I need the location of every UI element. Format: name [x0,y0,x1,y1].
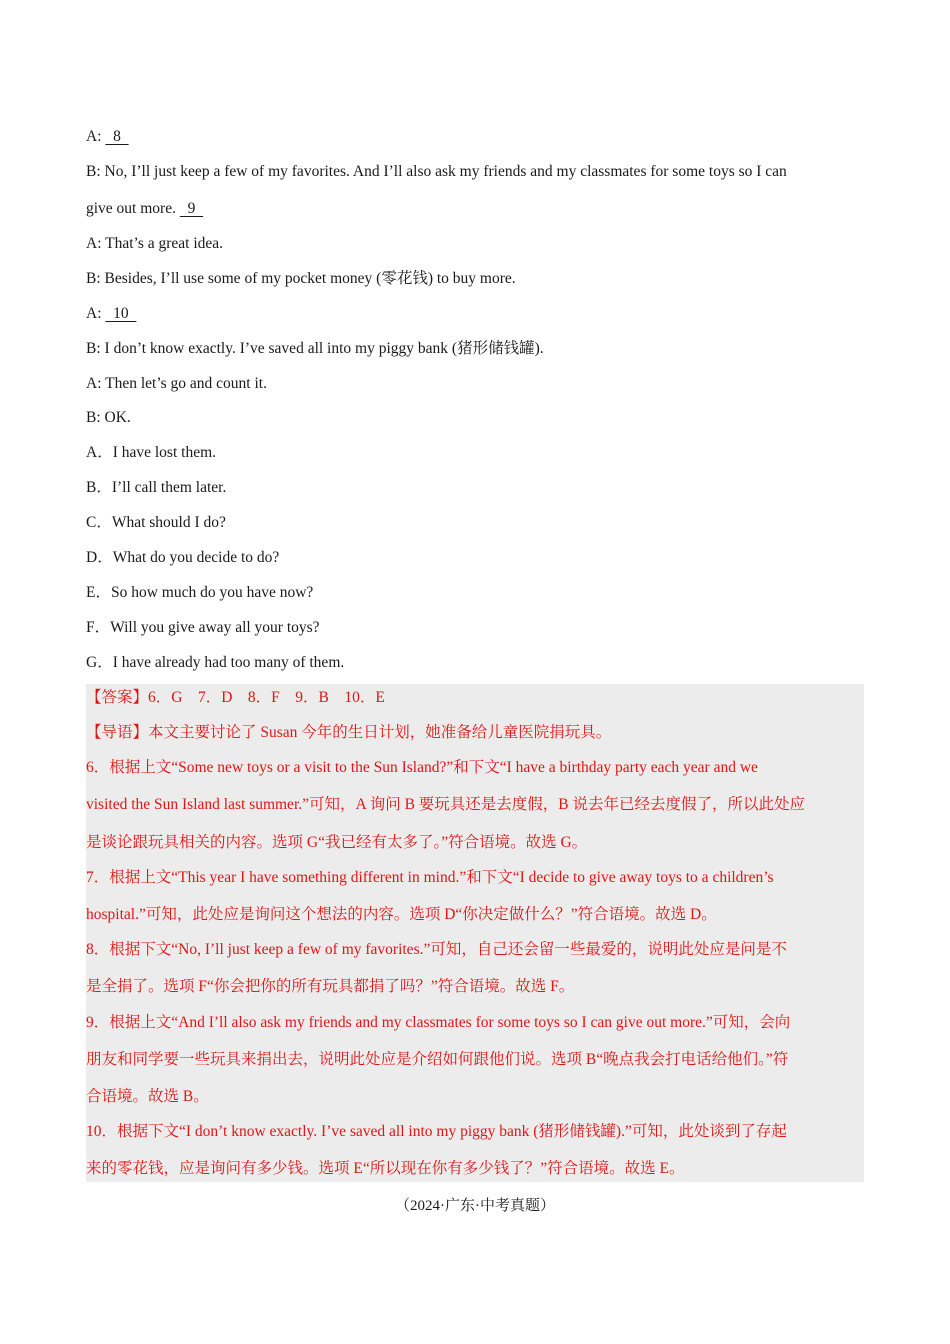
dialogue-text: I don’t know exactly. I’ve saved all into my piggy bank (猪形储钱罐). [104,340,544,357]
explanation-9-line-3: 合语境。故选 B。 [86,1088,209,1105]
explanation-9-line-2: 朋友和同学要一些玩具来捐出去，说明此处应是介绍如何跟他们说。选项 B“晚点我会打电话给他们。”符 [86,1051,789,1068]
dialogue-text: That’s a great idea. [105,235,224,252]
dialogue-text: Then let’s go and count it. [105,375,267,392]
dialogue-line-4 [86,269,516,289]
dialogue-line-1 [86,127,129,147]
dialogue-text: Besides, I’ll use some of my pocket money (零花钱) to buy more. [104,270,516,287]
speaker-label: B: [86,340,105,357]
dialogue-line-2-cont [86,199,203,219]
source-footer: （2024·广东·中考真题） [395,1198,555,1214]
blank-8: 8 [105,128,129,145]
answer-line: 【答案】6．G 7．D 8．F 9．B 10．E [86,689,385,706]
explanation-10-line-1: 10．根据下文“I don’t know exactly. I’ve saved all into my piggy bank (猪形储钱罐).”可知，此处谈到了存起 [86,1123,787,1140]
speaker-label: A: [86,235,106,252]
dialogue-text: give out more. [86,200,180,217]
dialogue-line-3 [86,234,223,254]
speaker-label: A: [86,375,106,392]
option-b: B．I’ll call them later. [86,479,227,496]
dialogue-line-8 [86,408,131,428]
dialogue-line-6 [86,339,544,359]
speaker-label: B: [86,163,105,180]
explanation-6-line-1: 6．根据上文“Some new toys or a visit to the Sun Island?”和下文“I have a birthday party each year and we [86,759,758,776]
explanation-7-line-1: 7．根据上文“This year I have something different in mind.”和下文“I decide to give away toys to a children’s [86,869,774,886]
blank-9: 9 [179,200,204,217]
speaker-label: B: [86,409,105,426]
speaker-label: B: [86,270,105,287]
option-e: E．So how much do you have now? [86,584,314,601]
option-a: A．I have lost them. [86,444,217,461]
explanation-10-line-2: 来的零花钱，应是询问有多少钱。选项 E“所以现在你有多少钱了？”符合语境。故选 E。 [86,1160,685,1177]
explanation-9-line-1: 9．根据上文“And I’ll also ask my friends and my classmates for some toys so I can give out more.”可知，会向 [86,1014,791,1031]
explanation-8-line-1: 8．根据下文“No, I’ll just keep a few of my favorites.”可知，自己还会留一些最爱的，说明此处应是问是不 [86,941,787,958]
explanation-8-line-2: 是全捐了。选项 F“你会把你的所有玩具都捐了吗？”符合语境。故选 F。 [86,978,575,995]
dialogue-text: No, I’ll just keep a few of my favorites. And I’ll also ask my friends and my classmates for some toys so I can [104,163,787,180]
guide-line: 【导语】本文主要讨论了 Susan 今年的生日计划，她准备给儿童医院捐玩具。 [86,724,612,741]
speaker-label: A: [86,128,106,145]
explanation-7-line-2: hospital.”可知，此处应是询问这个想法的内容。选项 D“你决定做什么？”符合语境。故选 D。 [86,906,717,923]
option-c: C．What should I do? [86,514,226,531]
dialogue-line-2 [86,162,787,182]
option-f: F．Will you give away all your toys? [86,619,320,636]
blank-10: 10 [105,305,137,322]
speaker-label: A: [86,305,106,322]
dialogue-line-7 [86,374,267,394]
option-g: G．I have already had too many of them. [86,654,345,671]
explanation-6-line-2: visited the Sun Island last summer.”可知，A 询问 B 要玩具还是去度假，B 说去年已经去度假了，所以此处应 [86,796,806,813]
option-d: D．What do you decide to do? [86,549,280,566]
dialogue-line-5 [86,304,136,324]
explanation-6-line-3: 是谈论跟玩具相关的内容。选项 G“我已经有太多了。”符合语境。故选 G。 [86,834,588,851]
dialogue-text: OK. [104,409,131,426]
